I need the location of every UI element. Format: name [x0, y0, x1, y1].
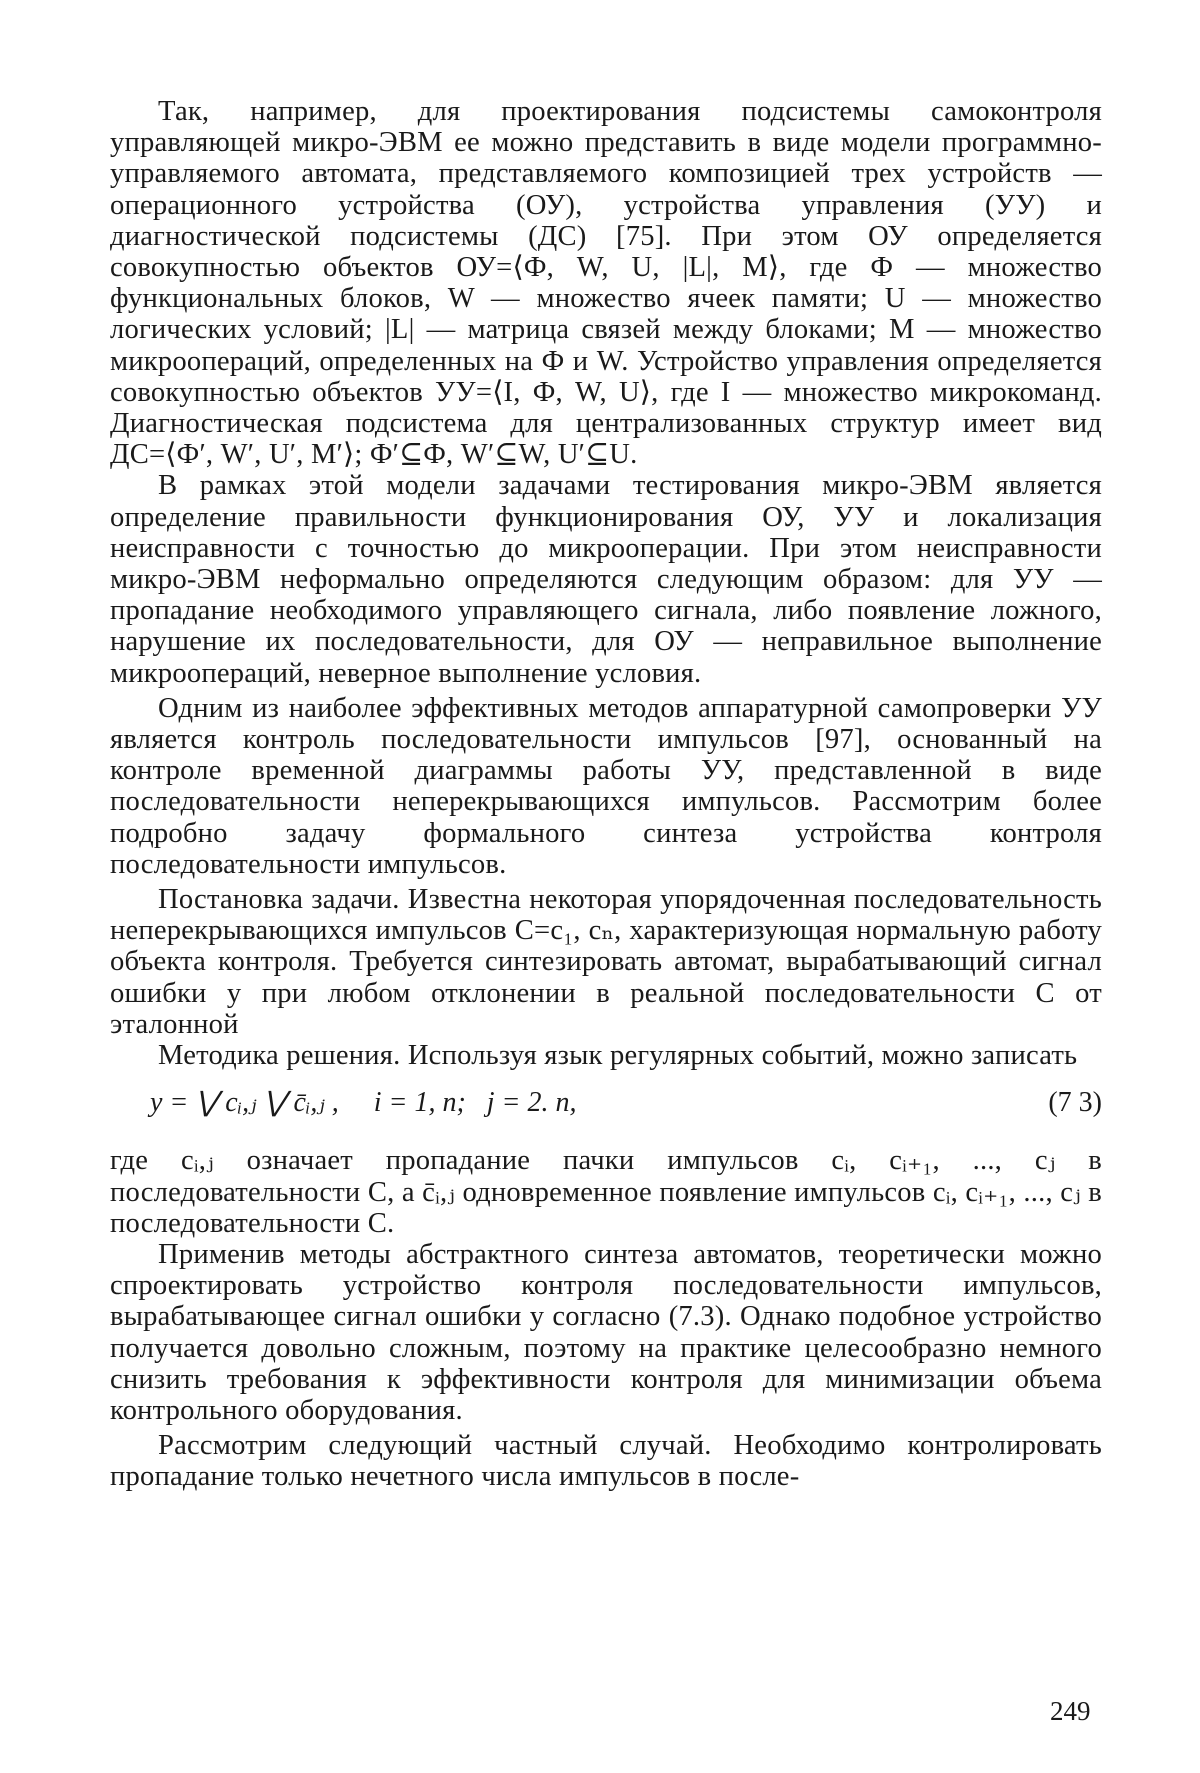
paragraph-synthesis: Применив методы абстрактного синтеза автоматов, теоретически можно спроектировать устройство контроля последовательности импульсов, вырабатывающее сигнал ошибки y согласно (7.3). Однако подобное устройство получается довольно сложным, поэтому на практике целесообразно немного снизить требования к эффективности контроля для минимизации объема контрольного оборудования.	[110, 1238, 1102, 1426]
paragraph-testing: В рамках этой модели задачами тестирования микро-ЭВМ является определение правильности функционирования ОУ, УУ и локализация неисправности с точностью до микрооперации. При этом неисправности микро-ЭВМ неформально определяются следующим образом: для УУ — пропадание необходимого управляющего сигнала, либо появление ложного, нарушение их последовательности, для ОУ — неправильное выполнение микроопераций, неверное выполнение условия.	[110, 470, 1102, 689]
paragraph-model: Так, например, для проектирования подсистемы самоконтроля управляющей микро-ЭВМ ее можно представить в виде модели программно-управляемого автомата, представляемого композицией трех устройств — операционного устройства (ОУ), устройства управления (УУ) и диагностической подсистемы (ДС) [75]. При этом ОУ определяется совокупностью объектов ОУ=⟨Ф, W, U, |L|, M⟩, где Ф — множество функциональных блоков, W — множество ячеек памяти; U — множество логических условий; |L| — матрица связей между блоками; M — множество микроопераций, определенных на Ф и W. Устройство управления определяется совокупностью объектов УУ=⟨I, Ф, W, U⟩, где I — множество микрокоманд. Диагностическая подсистема для централизованных структур имеет вид ДС=⟨Ф′, W′, U′, M′⟩; Ф′⊆Ф, W′⊆W, U′⊆U.	[110, 96, 1102, 471]
paragraph-special-case: Рассмотрим следующий частный случай. Необходимо контролировать пропадание только нечетного числа импульсов в после-	[110, 1430, 1102, 1493]
paragraph-formula-explanation: где cᵢ,ⱼ означает пропадание пачки импульсов cᵢ, cᵢ₊₁, ..., cⱼ в последовательности C, а c̄ᵢ,ⱼ одновременное появление импульсов cᵢ, cᵢ₊₁, ..., cⱼ в последовательности C.	[110, 1145, 1102, 1239]
page-text	[110, 96, 1102, 1493]
formula-7-3	[110, 1077, 1102, 1137]
paragraph-problem-statement: Постановка задачи. Известна некоторая упорядоченная последовательность неперекрывающихся импульсов C=c₁, cₙ, характеризующая нормальную работу объекта контроля. Требуется синтезировать автомат, вырабатывающий сигнал ошибки y при любом отклонении в реальной последовательности C от эталонной	[110, 884, 1102, 1040]
formula-number: (7 3)	[1048, 1087, 1102, 1119]
paragraph-self-check: Одним из наиболее эффективных методов аппаратурной самопроверки УУ является контроль последовательности импульсов [97], основанный на контроле временной диаграммы работы УУ, представленной в виде последовательности неперекрывающихся импульсов. Рассмотрим более подробно задачу формального синтеза устройства контроля последовательности импульсов.	[110, 692, 1102, 880]
paragraph-solution-method: Методика решения. Используя язык регулярных событий, можно записать	[158, 1040, 1078, 1072]
formula-expression: y = ⋁ cᵢ,ⱼ ⋁ c̄ᵢ,ⱼ , i = 1, n; j = 2. n,	[150, 1087, 577, 1119]
page-number: 249	[1050, 1696, 1091, 1726]
